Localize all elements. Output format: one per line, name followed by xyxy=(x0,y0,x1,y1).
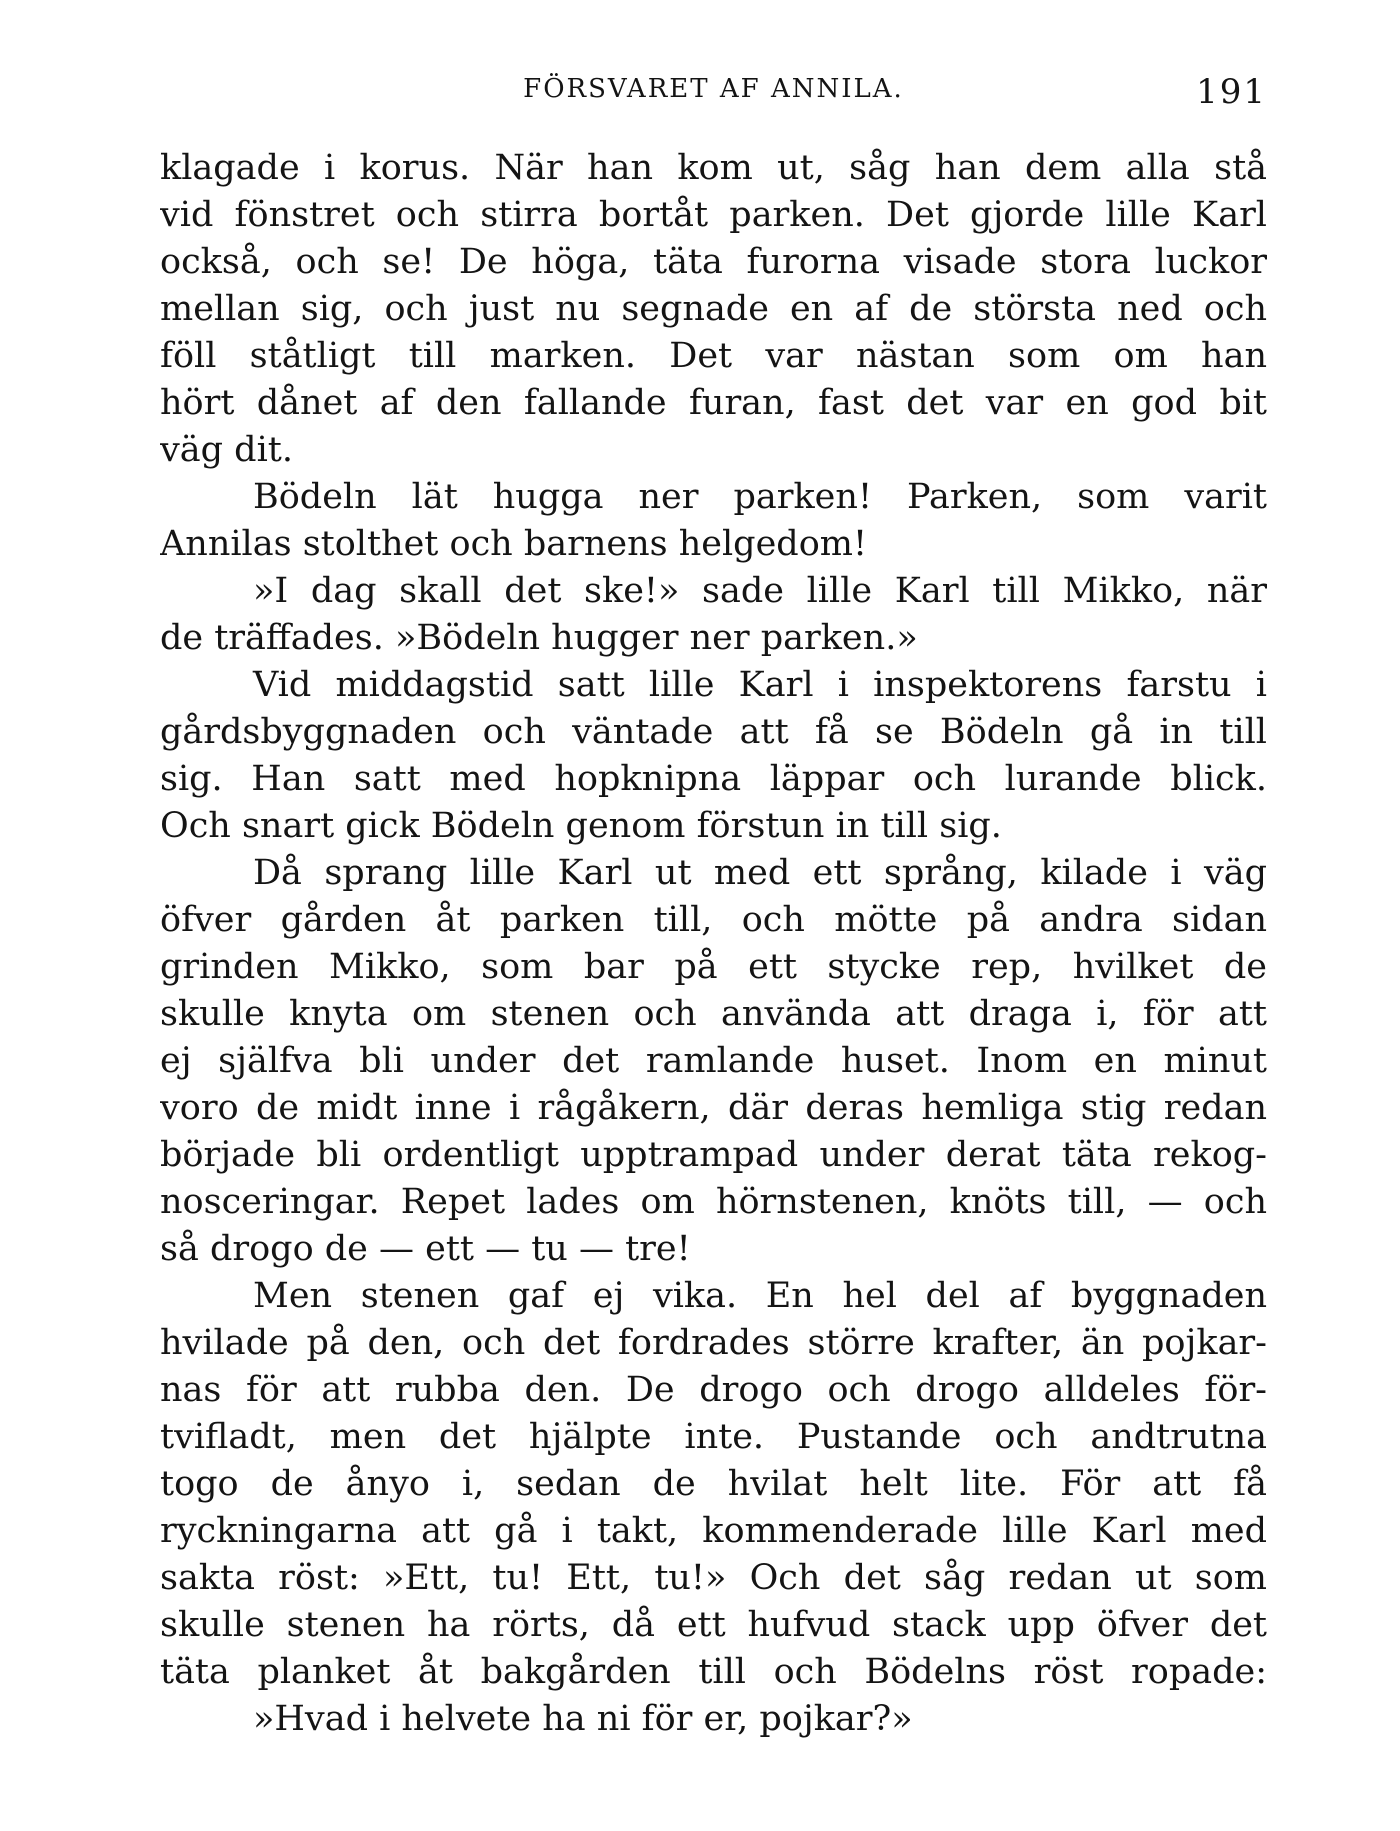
text-line: täta planket åt bakgården till och Bödelns röst ropade: xyxy=(160,1652,1267,1692)
text-line: föll ståtligt till marken. Det var nästan som om han xyxy=(160,336,1267,376)
text-line: ej själfva bli under det ramlande huset. Inom en minut xyxy=(160,1041,1267,1081)
text-line: Annilas stolthet och barnens helgedom! xyxy=(160,524,868,564)
text-line: sig. Han satt med hopknipna läppar och lurande blick. xyxy=(160,759,1267,799)
text-line: Vid middagstid satt lille Karl i inspektorens farstu i xyxy=(253,665,1267,705)
text-line: ryckningarna att gå i takt, kommenderade lille Karl med xyxy=(160,1511,1267,1551)
text-line: Men stenen gaf ej vika. En hel del af byggnaden xyxy=(253,1276,1267,1316)
text-line: öfver gården åt parken till, och mötte på andra sidan xyxy=(160,900,1267,940)
text-line: grinden Mikko, som bar på ett stycke rep, hvilket de xyxy=(160,947,1267,987)
text-line: togo de ånyo i, sedan de hvilat helt lite. För att få xyxy=(160,1464,1267,1504)
text-line: »I dag skall det ske!» sade lille Karl till Mikko, när xyxy=(253,571,1267,611)
text-line: Bödeln lät hugga ner parken! Parken, som varit xyxy=(253,477,1267,517)
text-line: också, och se! De höga, täta furorna visade stora luckor xyxy=(160,242,1267,282)
text-line: klagade i korus. När han kom ut, såg han dem alla stå xyxy=(160,148,1267,188)
text-line: Och snart gick Bödeln genom förstun in till sig. xyxy=(160,806,1002,846)
text-line: började bli ordentligt upptrampad under derat täta rekog- xyxy=(160,1135,1267,1175)
text-line: »Hvad i helvete ha ni för er, pojkar?» xyxy=(253,1699,913,1739)
text-line: mellan sig, och just nu segnade en af de största ned och xyxy=(160,289,1267,329)
text-line: hört dånet af den fallande furan, fast det var en god bit xyxy=(160,383,1267,423)
page-number: 191 xyxy=(1196,72,1267,112)
text-line: de träffades. »Bödeln hugger ner parken.» xyxy=(160,618,918,658)
text-line: väg dit. xyxy=(160,430,293,470)
text-line: skulle stenen ha rörts, då ett hufvud stack upp öfver det xyxy=(160,1605,1267,1645)
text-line: skulle knyta om stenen och använda att draga i, för att xyxy=(160,994,1267,1034)
running-head xyxy=(160,72,1267,112)
text-line: voro de midt inne i rågåkern, där deras hemliga stig redan xyxy=(160,1088,1267,1128)
text-line: sakta röst: »Ett, tu! Ett, tu!» Och det såg redan ut som xyxy=(160,1558,1267,1598)
text-line: tvifladt, men det hjälpte inte. Pustande och andtrutna xyxy=(160,1417,1267,1457)
text-line: Då sprang lille Karl ut med ett språng, kilade i väg xyxy=(253,853,1267,893)
page-body xyxy=(160,145,1267,1743)
text-line: vid fönstret och stirra bortåt parken. Det gjorde lille Karl xyxy=(160,195,1267,235)
text-line: nosceringar. Repet lades om hörnstenen, knöts till, — och xyxy=(160,1182,1267,1222)
text-line: gårdsbyggnaden och väntade att få se Bödeln gå in till xyxy=(160,712,1267,752)
text-line: hvilade på den, och det fordrades större krafter, än pojkar- xyxy=(160,1323,1267,1363)
text-line: så drogo de — ett — tu — tre! xyxy=(160,1229,691,1269)
text-line: nas för att rubba den. De drogo och drogo alldeles för- xyxy=(160,1370,1267,1410)
running-title: FÖRSVARET AF ANNILA. xyxy=(523,74,904,104)
